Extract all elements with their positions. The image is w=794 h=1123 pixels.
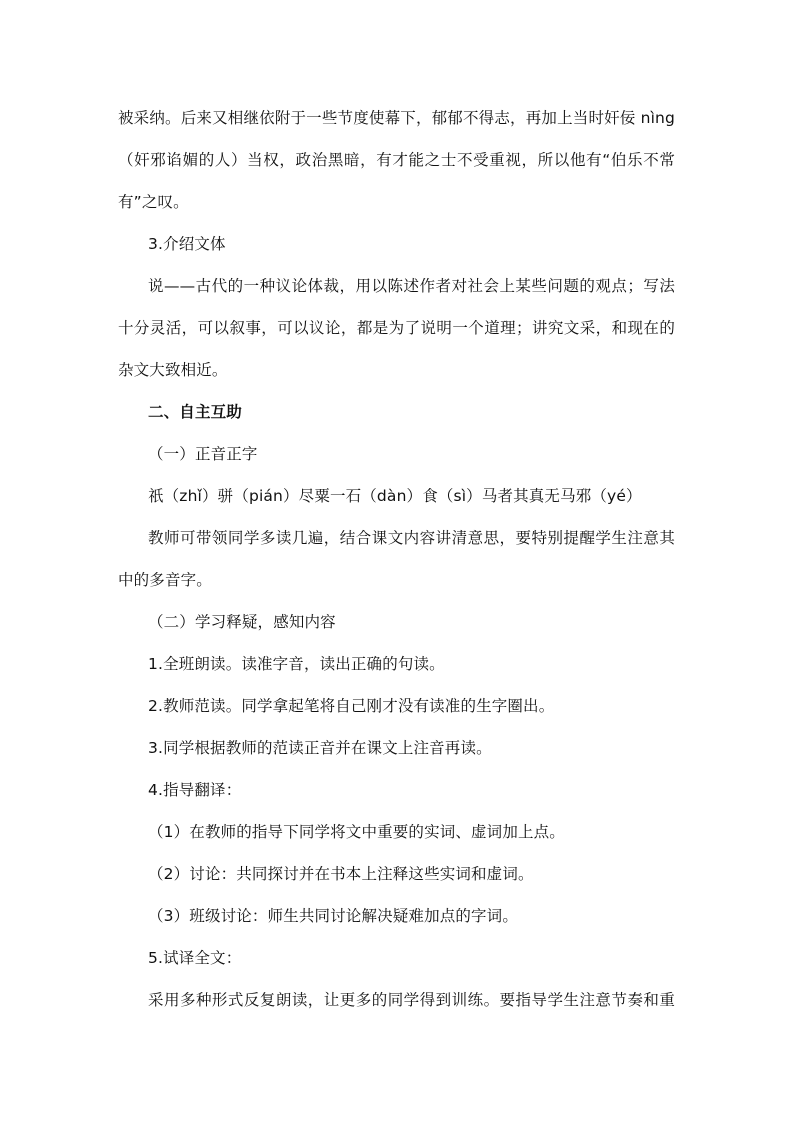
pinyin-line: 祇（zhǐ）骈（pián）尽粟一石（dàn）食（sì）马者其真无马邪（yé） xyxy=(148,487,642,505)
paragraph-2-line-2: 十分灵活，可以叙事，可以议论，都是为了说明一个道理；讲究文采，和现在的 xyxy=(118,319,675,337)
paragraph-3-line-2: 中的多音字。 xyxy=(118,571,212,589)
paragraph-3-line-1: 教师可带领同学多读几遍，结合课文内容讲清意思，要特别提醒学生注意其 xyxy=(148,529,675,547)
step-3: 3.同学根据教师的范读正音并在课文上注音再读。 xyxy=(148,739,492,757)
step-4-sub-1: （1）在教师的指导下同学将文中重要的实词、虚词加上点。 xyxy=(148,823,565,841)
step-4-sub-2: （2）讨论：共同探讨并在书本上注释这些实词和虚词。 xyxy=(148,865,534,883)
paragraph-1-line-3: 有”之叹。 xyxy=(118,193,189,211)
step-5: 5.试译全文： xyxy=(148,949,242,967)
paragraph-1-line-1: 被采纳。后来又相继依附于一些节度使幕下，郁郁不得志，再加上当时奸佞 nìng xyxy=(118,109,675,127)
paragraph-2-line-1: 说——古代的一种议论体裁，用以陈述作者对社会上某些问题的观点；写法 xyxy=(148,277,675,295)
paragraph-2-line-3: 杂文大致相近。 xyxy=(118,361,228,379)
step-2: 2.教师范读。同学拿起笔将自己刚才没有读准的生字圈出。 xyxy=(148,697,555,715)
paragraph-1-line-2: （奸邪谄媚的人）当权，政治黑暗，有才能之士不受重视，所以他有“伯乐不常 xyxy=(118,151,675,169)
subheading-pronunciation: （一）正音正字 xyxy=(148,445,258,463)
step-4: 4.指导翻译： xyxy=(148,781,242,799)
step-4-sub-3: （3）班级讨论：师生共同讨论解决疑难加点的字词。 xyxy=(148,907,518,925)
heading-style-intro: 3.介绍文体 xyxy=(148,235,226,253)
paragraph-4-line-1: 采用多种形式反复朗读，让更多的同学得到训练。要指导学生注意节奏和重 xyxy=(148,991,675,1009)
step-1: 1.全班朗读。读准字音，读出正确的句读。 xyxy=(148,655,445,673)
section-heading-2: 二、自主互助 xyxy=(148,403,242,421)
subheading-study: （二）学习释疑，感知内容 xyxy=(148,613,336,631)
